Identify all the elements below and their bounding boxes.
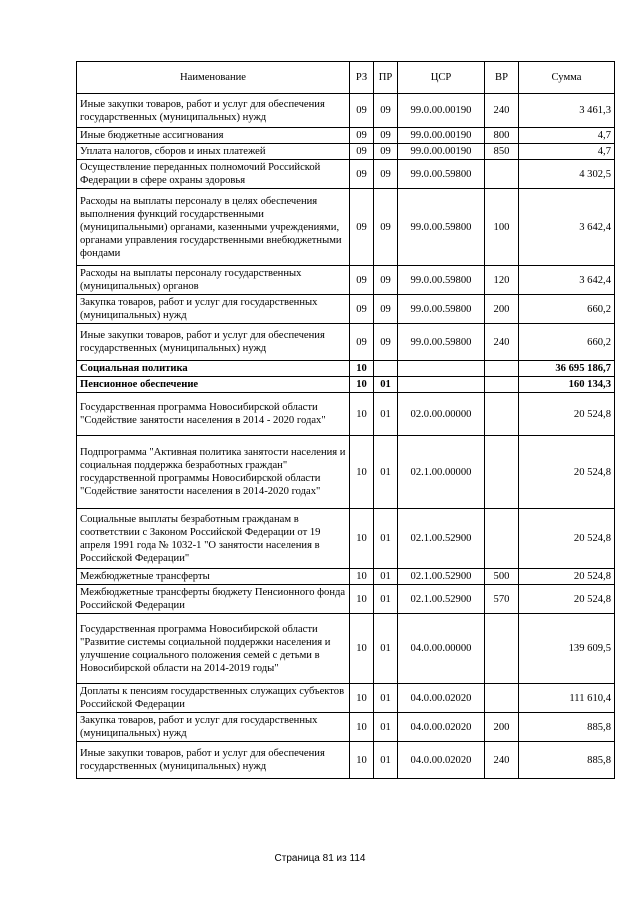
row-sum-cell: 20 524,8 — [519, 569, 615, 585]
row-vr-cell: 500 — [485, 569, 519, 585]
row-vr-cell — [485, 509, 519, 569]
row-pr-cell: 01 — [374, 684, 398, 713]
table-row — [77, 436, 615, 509]
row-csr-cell: 99.0.00.00190 — [398, 128, 485, 144]
table-row — [77, 94, 615, 128]
row-name-cell: Иные закупки товаров, работ и услуг для обеспечения государственных (муниципальных) нужд — [77, 324, 350, 361]
row-pr-cell: 01 — [374, 569, 398, 585]
row-pr-cell: 01 — [374, 614, 398, 684]
row-pr-cell: 09 — [374, 295, 398, 324]
row-rz-cell: 10 — [350, 569, 374, 585]
row-csr-cell: 99.0.00.59800 — [398, 266, 485, 295]
row-vr-cell — [485, 436, 519, 509]
row-sum-cell: 4,7 — [519, 128, 615, 144]
row-sum-cell: 885,8 — [519, 713, 615, 742]
table-body — [77, 94, 615, 779]
row-sum-cell: 111 610,4 — [519, 684, 615, 713]
row-pr-cell: 01 — [374, 393, 398, 436]
row-name-cell: Расходы на выплаты персоналу в целях обеспечения выполнения функций государственными (муниципальными) органами, казенными учреждениями, органами управления государственными внебюджетными фондами — [77, 189, 350, 266]
row-rz-cell: 10 — [350, 509, 374, 569]
table-row — [77, 742, 615, 779]
row-pr-cell: 01 — [374, 742, 398, 779]
row-pr-cell — [374, 361, 398, 377]
row-sum-cell: 660,2 — [519, 295, 615, 324]
row-vr-cell: 240 — [485, 94, 519, 128]
row-pr-cell: 09 — [374, 128, 398, 144]
table-row — [77, 585, 615, 614]
header-rz: РЗ — [350, 62, 374, 94]
row-name-cell: Расходы на выплаты персоналу государственных (муниципальных) органов — [77, 266, 350, 295]
row-rz-cell: 10 — [350, 361, 374, 377]
row-csr-cell: 02.1.00.52900 — [398, 569, 485, 585]
row-vr-cell — [485, 684, 519, 713]
row-rz-cell: 10 — [350, 585, 374, 614]
table-row — [77, 128, 615, 144]
row-csr-cell — [398, 361, 485, 377]
row-name-cell: Осуществление переданных полномочий Российской Федерации в сфере охраны здоровья — [77, 160, 350, 189]
row-name-cell: Иные бюджетные ассигнования — [77, 128, 350, 144]
row-rz-cell: 09 — [350, 295, 374, 324]
row-name-cell: Государственная программа Новосибирской области "Содействие занятости населения в 2014 - 2020 годах" — [77, 393, 350, 436]
budget-table — [76, 61, 615, 779]
row-name-cell: Социальная политика — [77, 361, 350, 377]
row-sum-cell: 139 609,5 — [519, 614, 615, 684]
row-name-cell: Закупка товаров, работ и услуг для государственных (муниципальных) нужд — [77, 713, 350, 742]
row-sum-cell: 20 524,8 — [519, 436, 615, 509]
row-rz-cell: 10 — [350, 614, 374, 684]
page-number: Страница 81 из 114 — [274, 853, 366, 864]
row-pr-cell: 09 — [374, 160, 398, 189]
table-row — [77, 614, 615, 684]
row-vr-cell: 100 — [485, 189, 519, 266]
header-name: Наименование — [77, 62, 350, 94]
row-name-cell: Пенсионное обеспечение — [77, 377, 350, 393]
header-vr: ВР — [485, 62, 519, 94]
row-name-cell: Государственная программа Новосибирской области "Развитие системы социальной поддержки населения и улучшение социального положения семей с детьми в Новосибирской области на 2014-2019 годы" — [77, 614, 350, 684]
row-rz-cell: 09 — [350, 266, 374, 295]
row-pr-cell: 01 — [374, 509, 398, 569]
row-vr-cell: 850 — [485, 144, 519, 160]
table-row — [77, 684, 615, 713]
row-vr-cell — [485, 614, 519, 684]
row-rz-cell: 09 — [350, 324, 374, 361]
row-pr-cell: 09 — [374, 266, 398, 295]
row-csr-cell: 04.0.00.02020 — [398, 742, 485, 779]
row-rz-cell: 09 — [350, 94, 374, 128]
row-rz-cell: 10 — [350, 377, 374, 393]
row-vr-cell: 240 — [485, 324, 519, 361]
table-row — [77, 713, 615, 742]
row-pr-cell: 09 — [374, 144, 398, 160]
row-vr-cell: 240 — [485, 742, 519, 779]
row-name-cell: Иные закупки товаров, работ и услуг для обеспечения государственных (муниципальных) нужд — [77, 742, 350, 779]
row-sum-cell: 160 134,3 — [519, 377, 615, 393]
row-rz-cell: 10 — [350, 713, 374, 742]
row-pr-cell: 01 — [374, 377, 398, 393]
row-csr-cell: 99.0.00.59800 — [398, 189, 485, 266]
row-name-cell: Доплаты к пенсиям государственных служащих субъектов Российской Федерации — [77, 684, 350, 713]
row-csr-cell: 04.0.00.02020 — [398, 713, 485, 742]
header-pr: ПР — [374, 62, 398, 94]
row-rz-cell: 10 — [350, 742, 374, 779]
row-rz-cell: 10 — [350, 393, 374, 436]
row-vr-cell — [485, 377, 519, 393]
row-name-cell: Уплата налогов, сборов и иных платежей — [77, 144, 350, 160]
row-vr-cell: 200 — [485, 295, 519, 324]
row-vr-cell — [485, 393, 519, 436]
row-rz-cell: 09 — [350, 128, 374, 144]
table-row — [77, 266, 615, 295]
row-sum-cell: 20 524,8 — [519, 509, 615, 569]
row-sum-cell: 20 524,8 — [519, 585, 615, 614]
row-sum-cell: 20 524,8 — [519, 393, 615, 436]
row-csr-cell: 02.1.00.52900 — [398, 509, 485, 569]
table-row — [77, 361, 615, 377]
row-rz-cell: 09 — [350, 189, 374, 266]
row-rz-cell: 10 — [350, 436, 374, 509]
table-row — [77, 144, 615, 160]
row-pr-cell: 09 — [374, 189, 398, 266]
row-pr-cell: 09 — [374, 94, 398, 128]
row-name-cell: Подпрограмма "Активная политика занятости населения и социальная поддержка безработных граждан" государственной программы Новосибирской области "Содействие занятости населения в 2014-2020 годах" — [77, 436, 350, 509]
row-pr-cell: 01 — [374, 585, 398, 614]
row-csr-cell: 99.0.00.59800 — [398, 295, 485, 324]
row-pr-cell: 09 — [374, 324, 398, 361]
row-rz-cell: 09 — [350, 144, 374, 160]
row-csr-cell: 02.1.00.00000 — [398, 436, 485, 509]
row-csr-cell: 02.1.00.52900 — [398, 585, 485, 614]
row-pr-cell: 01 — [374, 713, 398, 742]
row-name-cell: Иные закупки товаров, работ и услуг для обеспечения государственных (муниципальных) нужд — [77, 94, 350, 128]
row-csr-cell — [398, 377, 485, 393]
row-vr-cell — [485, 361, 519, 377]
row-sum-cell: 36 695 186,7 — [519, 361, 615, 377]
row-sum-cell: 660,2 — [519, 324, 615, 361]
row-sum-cell: 3 461,3 — [519, 94, 615, 128]
row-csr-cell: 02.0.00.00000 — [398, 393, 485, 436]
table-row — [77, 160, 615, 189]
table-row — [77, 377, 615, 393]
row-vr-cell: 570 — [485, 585, 519, 614]
table-row — [77, 569, 615, 585]
row-vr-cell: 200 — [485, 713, 519, 742]
row-sum-cell: 3 642,4 — [519, 266, 615, 295]
row-name-cell: Социальные выплаты безработным гражданам в соответствии с Законом Российской Федерации от 19 апреля 1991 года № 1032-1 "О занятости населения в Российской Федерации" — [77, 509, 350, 569]
row-name-cell: Межбюджетные трансферты — [77, 569, 350, 585]
table-row — [77, 189, 615, 266]
row-rz-cell: 10 — [350, 684, 374, 713]
row-name-cell: Закупка товаров, работ и услуг для государственных (муниципальных) нужд — [77, 295, 350, 324]
row-rz-cell: 09 — [350, 160, 374, 189]
header-csr: ЦСР — [398, 62, 485, 94]
row-sum-cell: 4,7 — [519, 144, 615, 160]
row-sum-cell: 4 302,5 — [519, 160, 615, 189]
table-row — [77, 295, 615, 324]
row-pr-cell: 01 — [374, 436, 398, 509]
row-csr-cell: 99.0.00.59800 — [398, 160, 485, 189]
row-csr-cell: 99.0.00.59800 — [398, 324, 485, 361]
row-sum-cell: 3 642,4 — [519, 189, 615, 266]
row-csr-cell: 99.0.00.00190 — [398, 94, 485, 128]
row-sum-cell: 885,8 — [519, 742, 615, 779]
row-csr-cell: 99.0.00.00190 — [398, 144, 485, 160]
row-csr-cell: 04.0.00.00000 — [398, 614, 485, 684]
row-vr-cell — [485, 160, 519, 189]
row-vr-cell: 120 — [485, 266, 519, 295]
table-row — [77, 393, 615, 436]
row-name-cell: Межбюджетные трансферты бюджету Пенсионного фонда Российской Федерации — [77, 585, 350, 614]
row-csr-cell: 04.0.00.02020 — [398, 684, 485, 713]
row-vr-cell: 800 — [485, 128, 519, 144]
table-row — [77, 509, 615, 569]
table-row — [77, 324, 615, 361]
header-sum: Сумма — [519, 62, 615, 94]
table-header-row — [77, 62, 615, 94]
